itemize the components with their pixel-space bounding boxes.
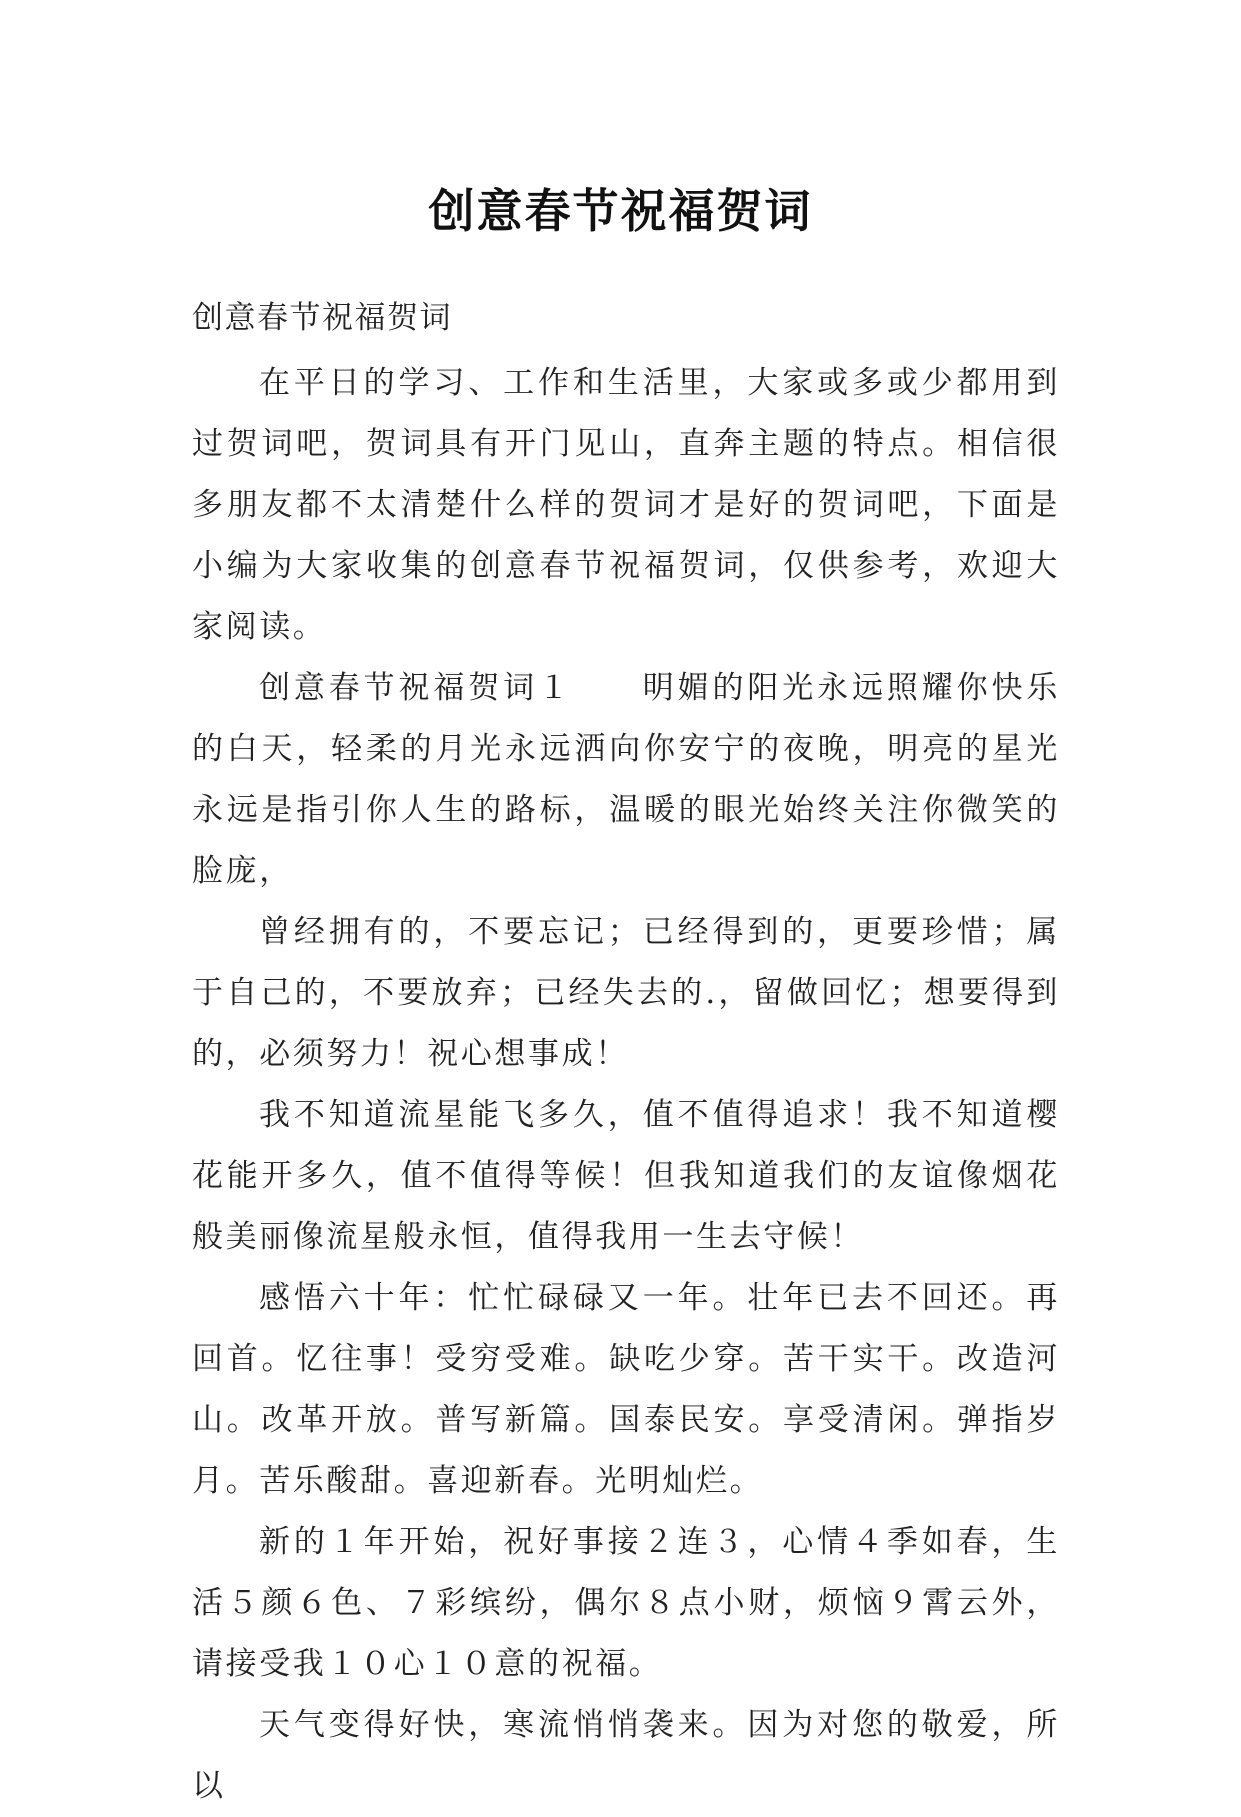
paragraph-greeting-5: 新的１年开始，祝好事接２连３，心情４季如春，生活５颜６色、７彩缤纷，偶尔８点小财，烦恼９霄云外，请接受我１０心１０意的祝福。: [192, 1524, 1060, 1682]
paragraph-greeting-4: 感悟六十年：忙忙碌碌又一年。壮年已去不回还。再回首。忆往事！受穷受难。缺吃少穿。苦干实干。改造河山。改革开放。普写新篇。国泰民安。享受清闲。弹指岁月。苦乐酸甜。喜迎新春。光明灿烂。: [192, 1280, 1060, 1499]
document-body: [192, 288, 1060, 1817]
paragraph-greeting-2: 曾经拥有的，不要忘记；已经得到的，更要珍惜；属于自己的，不要放弃；已经失去的.，留做回忆；想要得到的，必须努力！祝心想事成！: [192, 914, 1060, 1072]
paragraph-greeting-6: 天气变得好快，寒流悄悄袭来。因为对您的敬爱，所以: [192, 1707, 1060, 1804]
paragraph-greeting-1: 创意春节祝福贺词１ 明媚的阳光永远照耀你快乐的白天，轻柔的月光永远洒向你安宁的夜晚，明亮的星光永远是指引你人生的路标，温暖的眼光始终关注你微笑的脸庞，: [192, 670, 1060, 889]
document-title: 创意春节祝福贺词: [428, 183, 813, 238]
paragraph-intro: 在平日的学习、工作和生活里，大家或多或少都用到过贺词吧，贺词具有开门见山，直奔主题的特点。相信很多朋友都不太清楚什么样的贺词才是好的贺词吧，下面是小编为大家收集的创意春节祝福贺词，仅供参考，欢迎大家阅读。: [192, 365, 1060, 645]
paragraph-greeting-3: 我不知道流星能飞多久，值不值得追求！我不知道樱花能开多久，值不值得等候！但我知道我们的友谊像烟花般美丽像流星般永恒，值得我用一生去守候！: [192, 1097, 1060, 1255]
document-subtitle: 创意春节祝福贺词: [192, 300, 452, 336]
